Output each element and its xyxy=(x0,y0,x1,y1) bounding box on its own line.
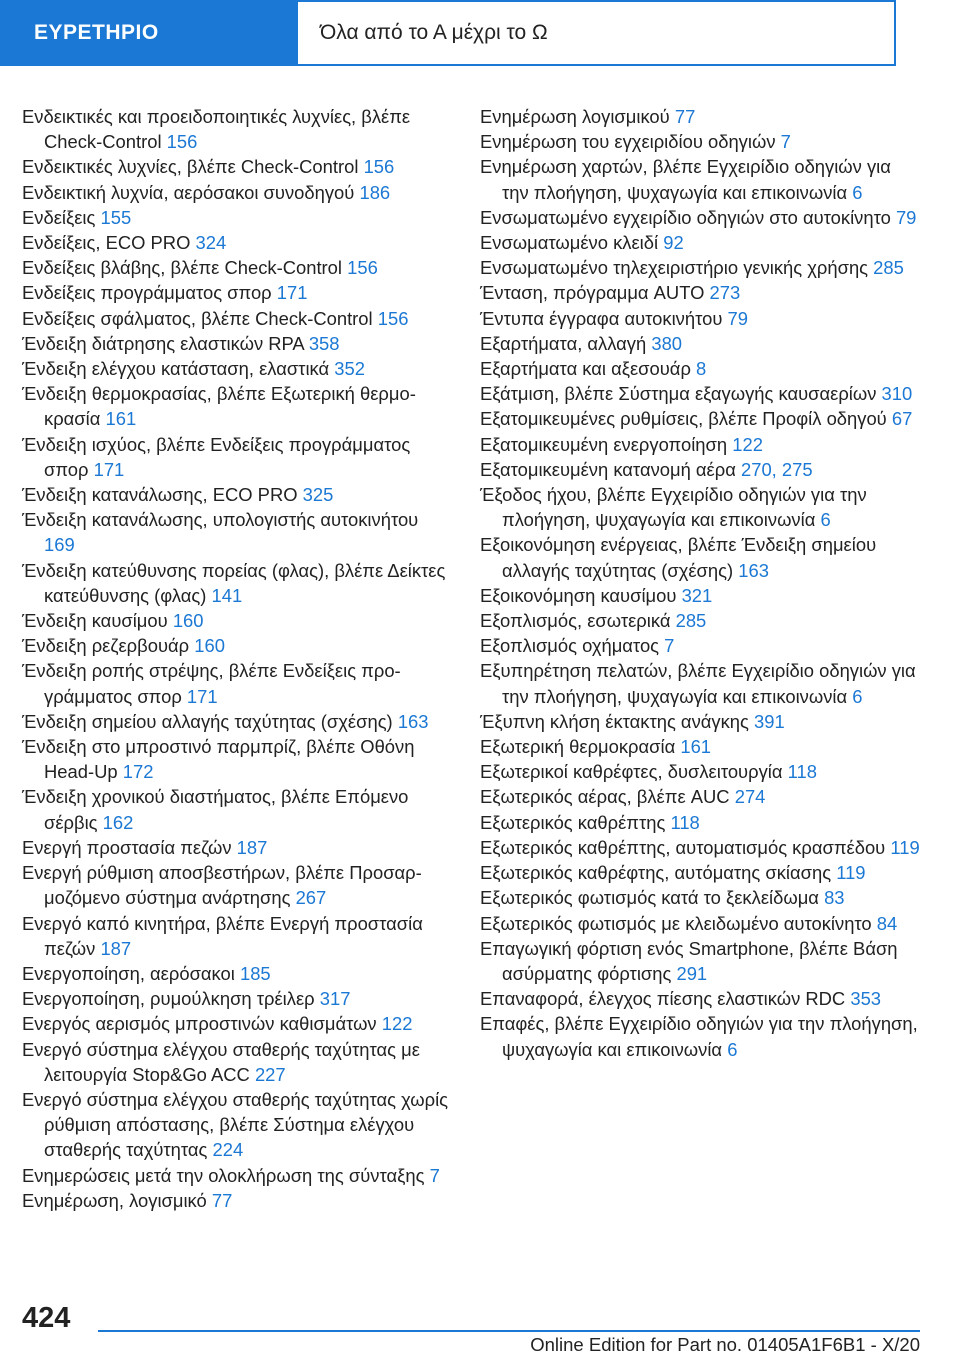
index-term: Ενημέρωση, λογισμικό xyxy=(22,1189,207,1211)
index-entry xyxy=(480,835,920,860)
index-entry xyxy=(480,885,920,910)
index-entry xyxy=(480,154,920,204)
page-reference-link[interactable]: 119 xyxy=(890,836,920,858)
page-reference-link[interactable]: 7 xyxy=(780,131,791,153)
index-term: Ενδεικτικές λυχνίες, βλέπε Check-Control xyxy=(22,156,359,178)
index-term: Εξωτερικός αέρας, βλέπε AUC xyxy=(480,786,730,808)
index-term: Εξωτερικός καθρέπτης, αυτοματισμός κρασπέδου xyxy=(480,836,886,858)
index-term: Εξωτερικός καθρέφτης, αυτόματης σκίασης xyxy=(480,862,832,884)
page-reference-link[interactable]: 224 xyxy=(212,1139,244,1161)
index-term: Εξωτερικός φωτισμός κατά το ξεκλείδωμα xyxy=(480,887,819,909)
page-reference-link[interactable]: 6 xyxy=(852,181,863,203)
index-term: Εξατομικευμένη ενεργοποίηση xyxy=(480,433,728,455)
index-entry xyxy=(22,356,452,381)
index-column-right xyxy=(480,104,920,1062)
index-term: Ενημέρωση χαρτών, βλέπε Εγχειρίδιο οδηγιών για την πλοήγηση, ψυχαγωγία και επικοινωνία xyxy=(480,156,891,203)
index-entry xyxy=(22,734,452,784)
page-reference-link[interactable]: 325 xyxy=(302,484,334,506)
page-reference-link[interactable]: 161 xyxy=(105,408,137,430)
page-reference-link[interactable]: 358 xyxy=(308,332,340,354)
index-column-left xyxy=(22,104,452,1213)
page-reference-link[interactable]: 122 xyxy=(381,1013,413,1035)
page-reference-link[interactable]: 321 xyxy=(681,584,713,606)
index-term: Ενδεικτικές και προειδοποιητικές λυχνίες, βλέπε Check-Control xyxy=(22,106,411,153)
page-reference-link[interactable]: 171 xyxy=(93,458,125,480)
index-term: Ενεργός αερισμός μπροστινών καθισμάτων xyxy=(22,1013,377,1035)
index-term: Ένδειξη κατεύθυνσης πορείας (φλας), βλέπε Δείκτες κατεύθυνσης (φλας) xyxy=(22,559,446,606)
index-entry xyxy=(480,709,920,734)
page-reference-link[interactable]: 156 xyxy=(377,307,409,329)
index-entry xyxy=(22,104,452,154)
page-reference-link[interactable]: 156 xyxy=(363,156,395,178)
index-entry xyxy=(480,104,920,129)
index-entry xyxy=(22,911,452,961)
index-entry xyxy=(22,255,452,280)
index-entry xyxy=(22,1011,452,1036)
index-entry xyxy=(22,432,452,482)
index-term: Ενεργό σύστημα ελέγχου σταθερής ταχύτητας με λειτουργία Stop&Go ACC xyxy=(22,1038,420,1085)
page-reference-link[interactable]: 291 xyxy=(676,962,708,984)
index-term: Εξατομικευμένες ρυθμίσεις, βλέπε Προφίλ οδηγού xyxy=(480,408,887,430)
page-reference-link[interactable]: 274 xyxy=(734,786,766,808)
index-term: Ένδειξη ισχύος, βλέπε Ενδείξεις προγράμματος σπορ xyxy=(22,433,411,480)
page-reference-link[interactable]: 285 xyxy=(873,257,904,279)
index-term: Ένδειξη χρονικού διαστήματος, βλέπε Επόμενο σέρβις xyxy=(22,786,409,833)
index-term: Ενδείξεις σφάλματος, βλέπε Check-Control xyxy=(22,307,373,329)
index-term: Ενεργό σύστημα ελέγχου σταθερής ταχύτητας χωρίς ρύθμιση απόστασης, βλέπε Σύστημα ελέγχου σταθερής ταχύτητας xyxy=(22,1088,449,1161)
page-reference-link[interactable]: 79 xyxy=(895,206,917,228)
page-reference-link[interactable]: 186 xyxy=(359,181,391,203)
page-reference-link[interactable]: 79 xyxy=(727,307,748,329)
index-entry xyxy=(22,986,452,1011)
index-term: Ενδείξεις προγράμματος σπορ xyxy=(22,282,272,304)
page-reference-link[interactable]: 156 xyxy=(166,131,198,153)
index-term: Εξοικονόμηση ενέργειας, βλέπε Ένδειξη σημείου αλλαγής ταχύτητας (σχέσης) xyxy=(480,534,877,581)
index-term: Ένδειξη θερμοκρασίας, βλέπε Εξωτερική θερμοκρασία xyxy=(22,383,416,430)
index-term: Ένδειξη ροπής στρέψης, βλέπε Ενδείξεις προγράμματος σπορ xyxy=(22,660,401,707)
index-term: Ένδειξη κατανάλωσης, ECO PRO xyxy=(22,484,298,506)
index-term: Ενεργοποίηση, ρυμούλκηση τρέιλερ xyxy=(22,988,315,1010)
page-reference-link[interactable]: 227 xyxy=(254,1063,286,1085)
page-reference-link[interactable]: 163 xyxy=(738,559,769,581)
index-term: Εξωτερικός φωτισμός με κλειδωμένο αυτοκίνητο xyxy=(480,912,872,934)
index-term: Εξαρτήματα και αξεσουάρ xyxy=(480,358,691,380)
page-header xyxy=(0,0,960,66)
index-term: Ένδειξη διάτρησης ελαστικών RPA xyxy=(22,332,304,354)
index-entry xyxy=(22,482,452,507)
page-reference-link[interactable]: 156 xyxy=(347,257,378,279)
page-reference-link[interactable]: 118 xyxy=(670,811,700,833)
index-term: Ενεργό καπό κινητήρα, βλέπε Ενεργή προστασία πεζών xyxy=(22,912,423,959)
index-entry xyxy=(22,280,452,305)
page-reference-link[interactable]: 185 xyxy=(239,962,271,984)
page-reference-link[interactable]: 160 xyxy=(172,610,204,632)
index-entry xyxy=(22,784,452,834)
index-entry xyxy=(22,154,452,179)
index-term: Εξωτερικοί καθρέφτες, δυσλειτουργία xyxy=(480,761,783,783)
page-reference-link[interactable]: 187 xyxy=(236,836,268,858)
index-term: Εξυπηρέτηση πελατών, βλέπε Εγχειρίδιο οδηγιών για την πλοήγηση, ψυχαγωγία και επικοινωνία xyxy=(480,660,916,707)
index-term: Έντυπα έγγραφα αυτοκινήτου xyxy=(480,307,723,329)
index-entry xyxy=(22,658,452,708)
index-term: Ενεργή ρύθμιση αποσβεστήρων, βλέπε Προσαρμοζόμενο σύστημα ανάρτησης xyxy=(22,862,422,909)
index-term: Ενσωματωμένο εγχειρίδιο οδηγιών στο αυτοκίνητο xyxy=(480,206,891,228)
page-reference-link[interactable]: 6 xyxy=(852,685,863,707)
page-reference-link[interactable]: 310 xyxy=(881,383,913,405)
page-reference-link[interactable]: 273 xyxy=(709,282,741,304)
index-entry xyxy=(22,1087,452,1163)
index-entry xyxy=(480,255,920,280)
index-entry xyxy=(480,306,920,331)
index-entry xyxy=(22,633,452,658)
index-term: Ενημερώσεις μετά την ολοκλήρωση της σύνταξης xyxy=(22,1164,425,1186)
index-entry xyxy=(480,406,920,431)
index-term: Έξοδος ήχου, βλέπε Εγχειρίδιο οδηγιών για την πλοήγηση, ψυχαγωγία και επικοινωνία xyxy=(480,484,867,531)
edition-note: Online Edition for Part no. 01405A1F6B1 - X/20 xyxy=(530,1334,920,1355)
page-reference-link[interactable]: 7 xyxy=(664,635,675,657)
index-term: Ένδειξη καυσίμου xyxy=(22,610,168,632)
index-entry xyxy=(480,911,920,936)
section-title: ΕΥΡΕΤΗΡΙΟ xyxy=(0,0,298,66)
index-entry xyxy=(480,532,920,582)
page-reference-link[interactable]: 67 xyxy=(891,408,913,430)
page-reference-link[interactable]: 141 xyxy=(211,584,243,606)
index-entry xyxy=(22,1037,452,1087)
index-entry xyxy=(480,381,920,406)
page-reference-link[interactable]: 161 xyxy=(680,736,712,758)
page-reference-link[interactable]: 155 xyxy=(100,206,132,228)
index-entry xyxy=(480,1011,920,1061)
page-reference-link[interactable]: 270, 275 xyxy=(740,458,813,480)
index-term: Εξάτμιση, βλέπε Σύστημα εξαγωγής καυσαερίων xyxy=(480,383,877,405)
page-reference-link[interactable]: 92 xyxy=(663,232,684,254)
index-entry xyxy=(480,936,920,986)
index-entry xyxy=(480,633,920,658)
index-term: Ένδειξη ρεζερβουάρ xyxy=(22,635,190,657)
page-number: 424 xyxy=(22,1302,71,1334)
index-term: Εξοπλισμός, εσωτερικά xyxy=(480,610,671,632)
index-term: Εξοπλισμός οχήματος xyxy=(480,635,660,657)
index-entry xyxy=(22,507,452,557)
index-entry xyxy=(480,205,920,230)
index-entry xyxy=(480,457,920,482)
index-term: Εξατομικευμένη κατανομή αέρα xyxy=(480,458,736,480)
index-term: Επαφές, βλέπε Εγχειρίδιο οδηγιών για την πλοήγηση, ψυχαγωγία και επικοινωνία xyxy=(480,1013,918,1060)
index-term: Ένδειξη κατανάλωσης, υπολογιστής αυτοκινήτου xyxy=(22,509,419,531)
index-term: Ενσωματωμένο τηλεχειριστήριο γενικής χρήσης xyxy=(480,257,869,279)
page-reference-link[interactable]: 84 xyxy=(876,912,898,934)
index-entry xyxy=(22,558,452,608)
page-reference-link[interactable]: 122 xyxy=(732,433,763,455)
index-term: Επαγωγική φόρτιση ενός Smartphone, βλέπε Βάση ασύρματης φόρτισης xyxy=(480,937,898,984)
page-reference-link[interactable]: 6 xyxy=(820,509,831,531)
index-entry xyxy=(480,784,920,809)
page-reference-link[interactable]: 163 xyxy=(397,710,429,732)
page-reference-link[interactable]: 7 xyxy=(429,1164,440,1186)
index-entry xyxy=(22,961,452,986)
index-entry xyxy=(480,432,920,457)
index-entry xyxy=(480,356,920,381)
page-reference-link[interactable]: 352 xyxy=(334,358,365,380)
page-reference-link[interactable]: 162 xyxy=(102,811,134,833)
index-entry xyxy=(22,608,452,633)
page-reference-link[interactable]: 160 xyxy=(194,635,225,657)
index-term: Ένδειξη στο μπροστινό παρμπρίζ, βλέπε Οθόνη Head-Up xyxy=(22,736,415,783)
index-entry xyxy=(480,759,920,784)
index-entry xyxy=(22,381,452,431)
index-term: Ένδειξη σημείου αλλαγής ταχύτητας (σχέσης) xyxy=(22,710,393,732)
index-term: Ενδείξεις xyxy=(22,206,96,228)
index-term: Ενδείξεις, ECO PRO xyxy=(22,232,191,254)
index-term: Εξαρτήματα, αλλαγή xyxy=(480,332,647,354)
index-term: Ενεργή προστασία πεζών xyxy=(22,836,232,858)
index-entry xyxy=(480,129,920,154)
index-entry xyxy=(480,331,920,356)
index-entry xyxy=(22,709,452,734)
index-entry xyxy=(22,205,452,230)
index-entry xyxy=(480,860,920,885)
index-entry xyxy=(22,1188,452,1213)
footer-divider xyxy=(98,1330,920,1332)
index-entry xyxy=(22,230,452,255)
page-reference-link[interactable]: 285 xyxy=(675,610,707,632)
index-term: Εξωτερική θερμοκρασία xyxy=(480,736,676,758)
page-reference-link[interactable]: 353 xyxy=(850,988,882,1010)
page-reference-link[interactable]: 118 xyxy=(787,761,817,783)
page-reference-link[interactable]: 317 xyxy=(319,988,351,1010)
index-term: Ενημέρωση λογισμικού xyxy=(480,106,670,127)
index-term: Ένταση, πρόγραμμα AUTO xyxy=(480,282,705,304)
index-entry xyxy=(480,986,920,1011)
index-term: Ενημέρωση του εγχειριδίου οδηγιών xyxy=(480,131,776,153)
index-term: Ενδεικτική λυχνία, αερόσακοι συνοδηγού xyxy=(22,181,355,203)
index-entry xyxy=(22,835,452,860)
index-entry xyxy=(22,306,452,331)
index-entry xyxy=(480,583,920,608)
index-entry xyxy=(480,482,920,532)
page-reference-link[interactable]: 119 xyxy=(836,862,866,884)
page-reference-link[interactable]: 171 xyxy=(186,685,218,707)
index-entry xyxy=(480,658,920,708)
page-reference-link[interactable]: 324 xyxy=(195,232,227,254)
page-reference-link[interactable]: 380 xyxy=(651,332,683,354)
index-term: Ενεργοποίηση, αερόσακοι xyxy=(22,962,235,984)
section-subtitle: Όλα από το Α μέχρι το Ω xyxy=(298,0,896,66)
page-reference-link[interactable]: 391 xyxy=(754,710,785,732)
page-reference-link[interactable]: 169 xyxy=(44,534,75,556)
index-term: Εξωτερικός καθρέπτης xyxy=(480,811,666,833)
index-term: Εξοικονόμηση καυσίμου xyxy=(480,584,677,606)
index-entry xyxy=(22,331,452,356)
page-reference-link[interactable]: 8 xyxy=(696,358,707,380)
index-term: Ενδείξεις βλάβης, βλέπε Check-Control xyxy=(22,257,342,279)
page-reference-link[interactable]: 187 xyxy=(100,937,132,959)
page-reference-link[interactable]: 267 xyxy=(295,887,327,909)
index-entry xyxy=(480,608,920,633)
index-entry xyxy=(480,810,920,835)
page-reference-link[interactable]: 77 xyxy=(674,106,696,127)
page-reference-link[interactable]: 172 xyxy=(122,761,154,783)
page-reference-link[interactable]: 77 xyxy=(211,1189,233,1211)
index-entry xyxy=(480,230,920,255)
index-entry xyxy=(480,280,920,305)
index-term: Ενσωματωμένο κλειδί xyxy=(480,232,659,254)
index-entry xyxy=(480,734,920,759)
index-entry xyxy=(22,1163,452,1188)
index-term: Ένδειξη ελέγχου κατάσταση, ελαστικά xyxy=(22,358,330,380)
index-entry xyxy=(22,180,452,205)
page-reference-link[interactable]: 171 xyxy=(276,282,308,304)
index-term: Επαναφορά, έλεγχος πίεσης ελαστικών RDC xyxy=(480,988,846,1010)
page-reference-link[interactable]: 83 xyxy=(824,887,845,909)
index-entry xyxy=(22,860,452,910)
page-reference-link[interactable]: 6 xyxy=(727,1038,738,1060)
index-term: Έξυπνη κλήση έκτακτης ανάγκης xyxy=(480,710,749,732)
